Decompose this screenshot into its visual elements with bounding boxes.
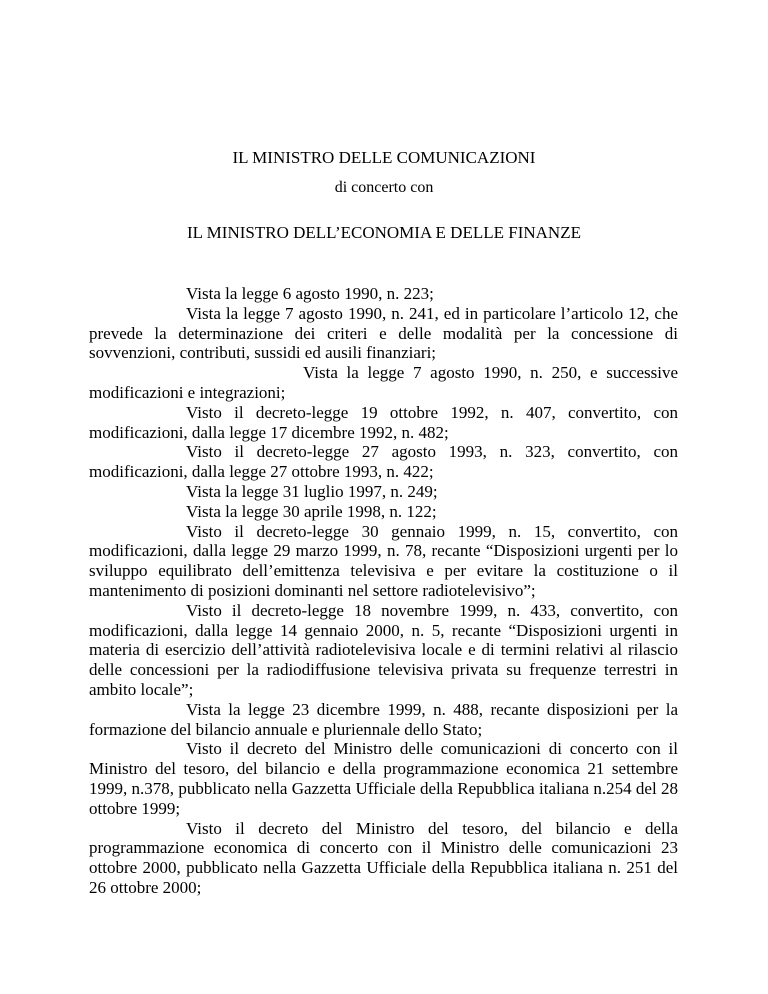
paragraph-decreto-2000: Visto il decreto del Ministro del tesoro, del bilancio e della programmazione economica di concerto con il Ministro delle comunicazioni 23 ottobre 2000, pubblicato nella Gazzetta Ufficiale della Repubblica italiana n. 251 del 26 ottobre 2000; bbox=[89, 818, 678, 897]
heading-minister-communications: IL MINISTRO DELLE COMUNICAZIONI bbox=[232, 148, 536, 167]
paragraph-dl-323: Visto il decreto-legge 27 agosto 1993, n. 323, convertito, con modificazioni, dalla legge 27 ottobre 1993, n. 422; bbox=[89, 442, 678, 482]
paragraph-legge-488: Vista la legge 23 dicembre 1999, n. 488, recante disposizioni per la formazione del bilancio annuale e pluriennale dello Stato; bbox=[89, 699, 678, 739]
paragraph-legge-250: Vista la legge 7 agosto 1990, n. 250, e successive modificazioni e integrazioni; bbox=[89, 363, 678, 402]
document-body bbox=[89, 284, 678, 898]
paragraph-dl-15: Visto il decreto-legge 30 gennaio 1999, n. 15, convertito, con modificazioni, dalla legge 29 marzo 1999, n. 78, recante “Disposizioni urgenti per lo sviluppo equilibrato dell’emittenza televisiva e per evitare la costituzione o il mantenimento di posizioni dominanti nel settore radiotelevisivo”; bbox=[89, 521, 678, 600]
heading-concert: di concerto con bbox=[334, 179, 434, 196]
paragraph-legge-249: Vista la legge 31 luglio 1997, n. 249; bbox=[186, 481, 438, 501]
heading-minister-economy: IL MINISTRO DELL’ECONOMIA E DELLE FINANZE bbox=[187, 223, 581, 242]
paragraph-dl-407: Visto il decreto-legge 19 ottobre 1992, n. 407, convertito, con modificazioni, dalla legge 17 dicembre 1992, n. 482; bbox=[89, 402, 678, 442]
paragraph-legge-241: Vista la legge 7 agosto 1990, n. 241, ed in particolare l’articolo 12, che prevede la determinazione dei criteri e delle modalità per la concessione di sovvenzioni, contributi, sussidi ed ausili finanziari; bbox=[89, 303, 678, 363]
paragraph-decreto-378: Visto il decreto del Ministro delle comunicazioni di concerto con il Ministro del tesoro, del bilancio e della programmazione economica 21 settembre 1999, n.378, pubblicato nella Gazzetta Ufficiale della Repubblica italiana n.254 del 28 ottobre 1999; bbox=[89, 739, 678, 818]
paragraph-dl-433: Visto il decreto-legge 18 novembre 1999, n. 433, convertito, con modificazioni, dalla legge 14 gennaio 2000, n. 5, recante “Disposizioni urgenti in materia di esercizio dell’attività radiotelevisiva locale e di termini relativi al rilascio delle concessioni per la radiodiffusione televisiva privata su frequenze terrestri in ambito locale”; bbox=[89, 600, 678, 699]
paragraph-legge-223: Vista la legge 6 agosto 1990, n. 223; bbox=[186, 284, 434, 303]
paragraph-legge-122: Vista la legge 30 aprile 1998, n. 122; bbox=[186, 501, 437, 521]
